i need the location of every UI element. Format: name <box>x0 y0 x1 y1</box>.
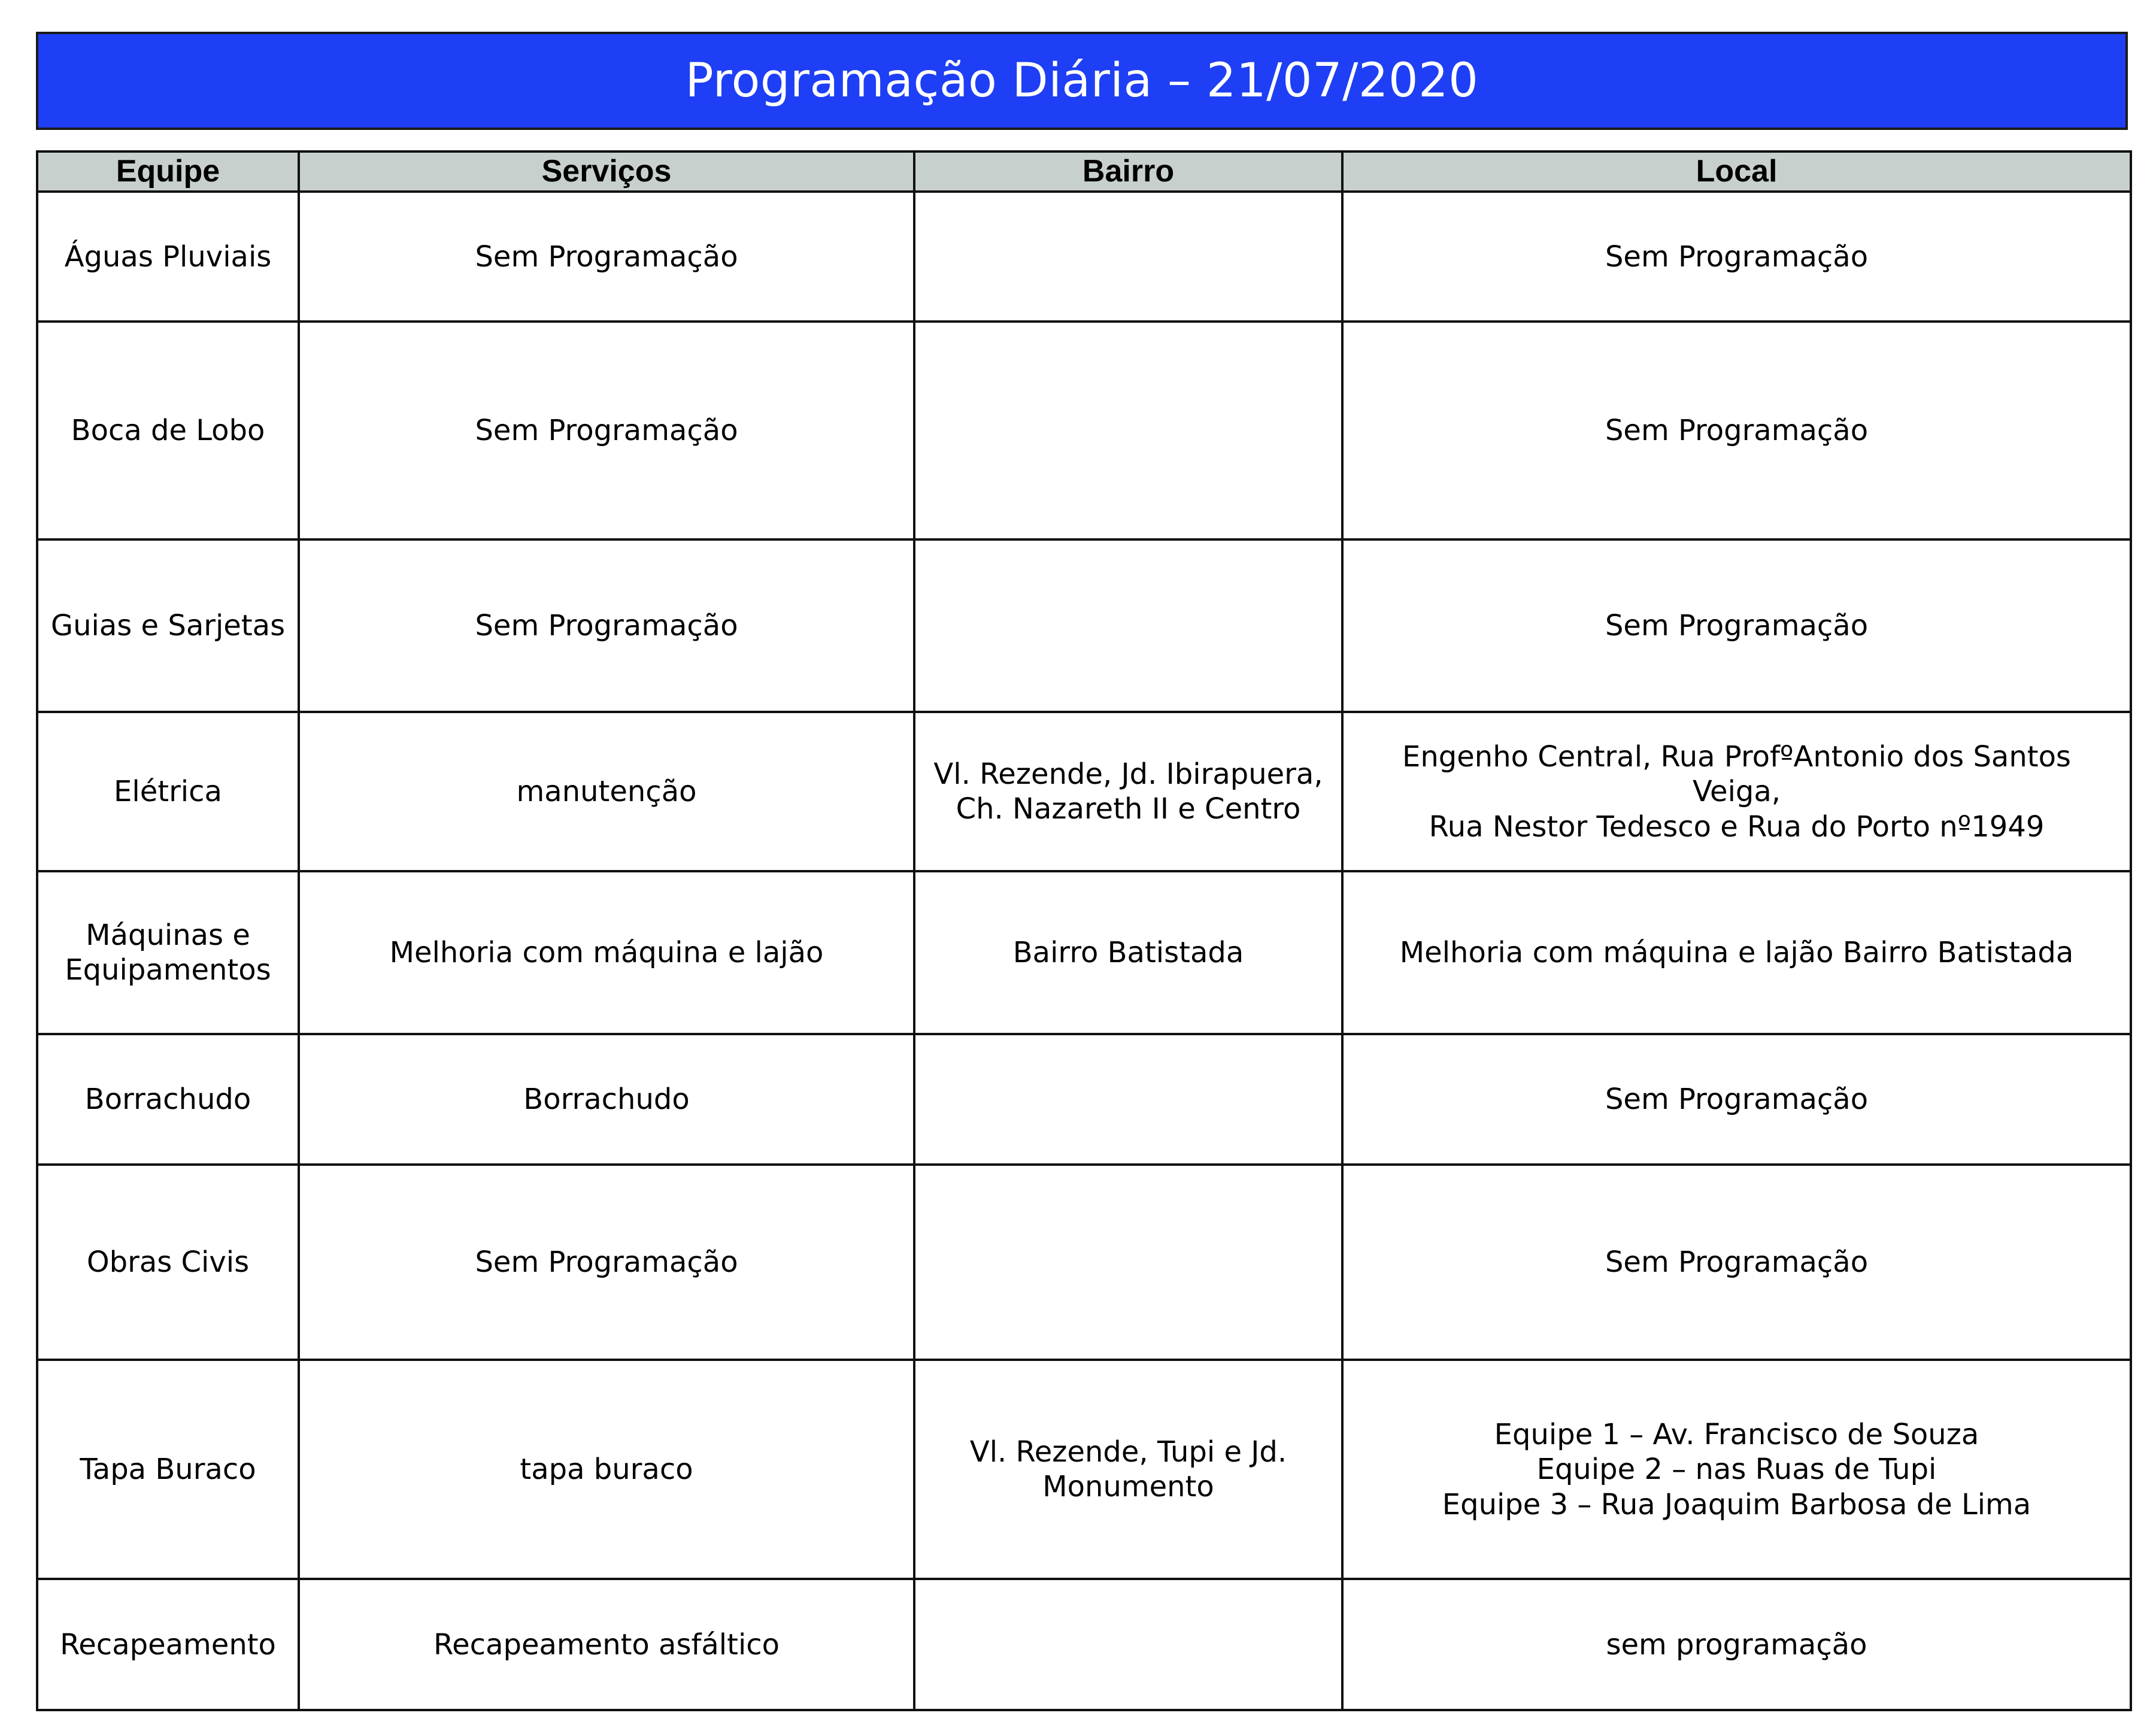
cell-text-line: Sem Programação <box>475 609 738 643</box>
column-header-local: Local <box>1342 151 2131 192</box>
cell-text-line: Tapa Buraco <box>80 1453 256 1487</box>
cell-text-line: Sem Programação <box>1605 414 1869 448</box>
cell-text-line: Equipe 2 – nas Ruas de Tupi <box>1536 1453 1937 1487</box>
cell-text-line: Bairro Batistada <box>1012 936 1244 970</box>
cell-local <box>1342 1360 2131 1579</box>
cell-servicos <box>299 192 914 322</box>
cell-servicos <box>299 1579 914 1710</box>
cell-equipe <box>37 1579 299 1710</box>
cell-text-line: Melhoria com máquina e lajão <box>389 936 824 970</box>
cell-local <box>1342 192 2131 322</box>
cell-text-line: Melhoria com máquina e lajão Bairro Batistada <box>1399 936 2074 970</box>
cell-text-line: Equipe 1 – Av. Francisco de Souza <box>1494 1417 1979 1451</box>
cell-bairro <box>914 192 1342 322</box>
cell-text-line: Sem Programação <box>475 240 738 274</box>
cell-text-line: Boca de Lobo <box>71 414 265 448</box>
cell-text-line: Equipamentos <box>65 953 271 987</box>
cell-text-line: Obras Civis <box>86 1245 250 1280</box>
cell-equipe <box>37 1034 299 1165</box>
cell-bairro <box>914 322 1342 539</box>
cell-local <box>1342 1165 2131 1360</box>
cell-text-line: Sem Programação <box>1605 1083 1869 1117</box>
table-row <box>37 322 2131 539</box>
cell-text-line: Sem Programação <box>1605 609 1869 643</box>
table-header-row <box>37 151 2131 192</box>
cell-bairro <box>914 539 1342 712</box>
cell-local <box>1342 871 2131 1034</box>
cell-servicos <box>299 871 914 1034</box>
table-row <box>37 1579 2131 1710</box>
cell-text-line: Ch. Nazareth II e Centro <box>956 792 1301 826</box>
cell-equipe <box>37 1360 299 1579</box>
cell-text-line: manutenção <box>516 775 697 809</box>
cell-local <box>1342 1579 2131 1710</box>
cell-servicos <box>299 322 914 539</box>
cell-text-line: Sem Programação <box>1605 240 1869 274</box>
cell-text-line: Águas Pluviais <box>64 240 272 274</box>
schedule-body <box>37 192 2131 1710</box>
cell-text-line: Elétrica <box>114 775 222 809</box>
table-row <box>37 1034 2131 1165</box>
cell-text-line: Rua Nestor Tedesco e Rua do Porto nº1949 <box>1429 810 2045 844</box>
cell-local <box>1342 539 2131 712</box>
cell-text-line: sem programação <box>1606 1627 1867 1662</box>
cell-local <box>1342 1034 2131 1165</box>
cell-text-line: Sem Programação <box>475 1245 738 1280</box>
table-row <box>37 1360 2131 1579</box>
cell-text-line: Borrachudo <box>523 1083 690 1117</box>
cell-equipe <box>37 712 299 871</box>
cell-equipe <box>37 871 299 1034</box>
cell-text-line: Sem Programação <box>1605 1245 1869 1280</box>
cell-bairro <box>914 1579 1342 1710</box>
cell-text-line: Sem Programação <box>475 414 738 448</box>
cell-local <box>1342 712 2131 871</box>
cell-text-line: Borrachudo <box>84 1083 251 1117</box>
column-header-equipe: Equipe <box>37 151 299 192</box>
cell-servicos <box>299 1360 914 1579</box>
column-header-bairro: Bairro <box>914 151 1342 192</box>
cell-text-line: Equipe 3 – Rua Joaquim Barbosa de Lima <box>1442 1487 2031 1521</box>
cell-equipe <box>37 322 299 539</box>
cell-text-line: Vl. Rezende, Tupi e Jd. <box>969 1435 1287 1469</box>
cell-text-line: Vl. Rezende, Jd. Ibirapuera, <box>933 757 1323 791</box>
table-row <box>37 871 2131 1034</box>
cell-servicos <box>299 539 914 712</box>
cell-text-line: Engenho Central, Rua ProfºAntonio dos Santos Veiga, <box>1402 739 2071 809</box>
cell-servicos <box>299 1165 914 1360</box>
cell-equipe <box>37 1165 299 1360</box>
cell-servicos <box>299 1034 914 1165</box>
cell-equipe <box>37 192 299 322</box>
cell-servicos <box>299 712 914 871</box>
column-header-servicos: Serviços <box>299 151 914 192</box>
cell-bairro <box>914 712 1342 871</box>
cell-text-line: Monumento <box>1042 1470 1214 1504</box>
schedule-table <box>36 150 2132 1711</box>
cell-equipe <box>37 539 299 712</box>
table-row <box>37 539 2131 712</box>
table-row <box>37 192 2131 322</box>
table-row <box>37 1165 2131 1360</box>
page-title: Programação Diária – 21/07/2020 <box>36 32 2128 130</box>
cell-bairro <box>914 871 1342 1034</box>
cell-text-line: Máquinas e <box>86 918 250 952</box>
cell-text-line: tapa buraco <box>520 1453 693 1487</box>
cell-local <box>1342 322 2131 539</box>
cell-bairro <box>914 1034 1342 1165</box>
cell-bairro <box>914 1360 1342 1579</box>
cell-text-line: Recapeamento <box>60 1627 276 1662</box>
cell-text-line: Recapeamento asfáltico <box>433 1627 780 1662</box>
table-row <box>37 712 2131 871</box>
cell-bairro <box>914 1165 1342 1360</box>
cell-text-line: Guias e Sarjetas <box>50 609 286 643</box>
